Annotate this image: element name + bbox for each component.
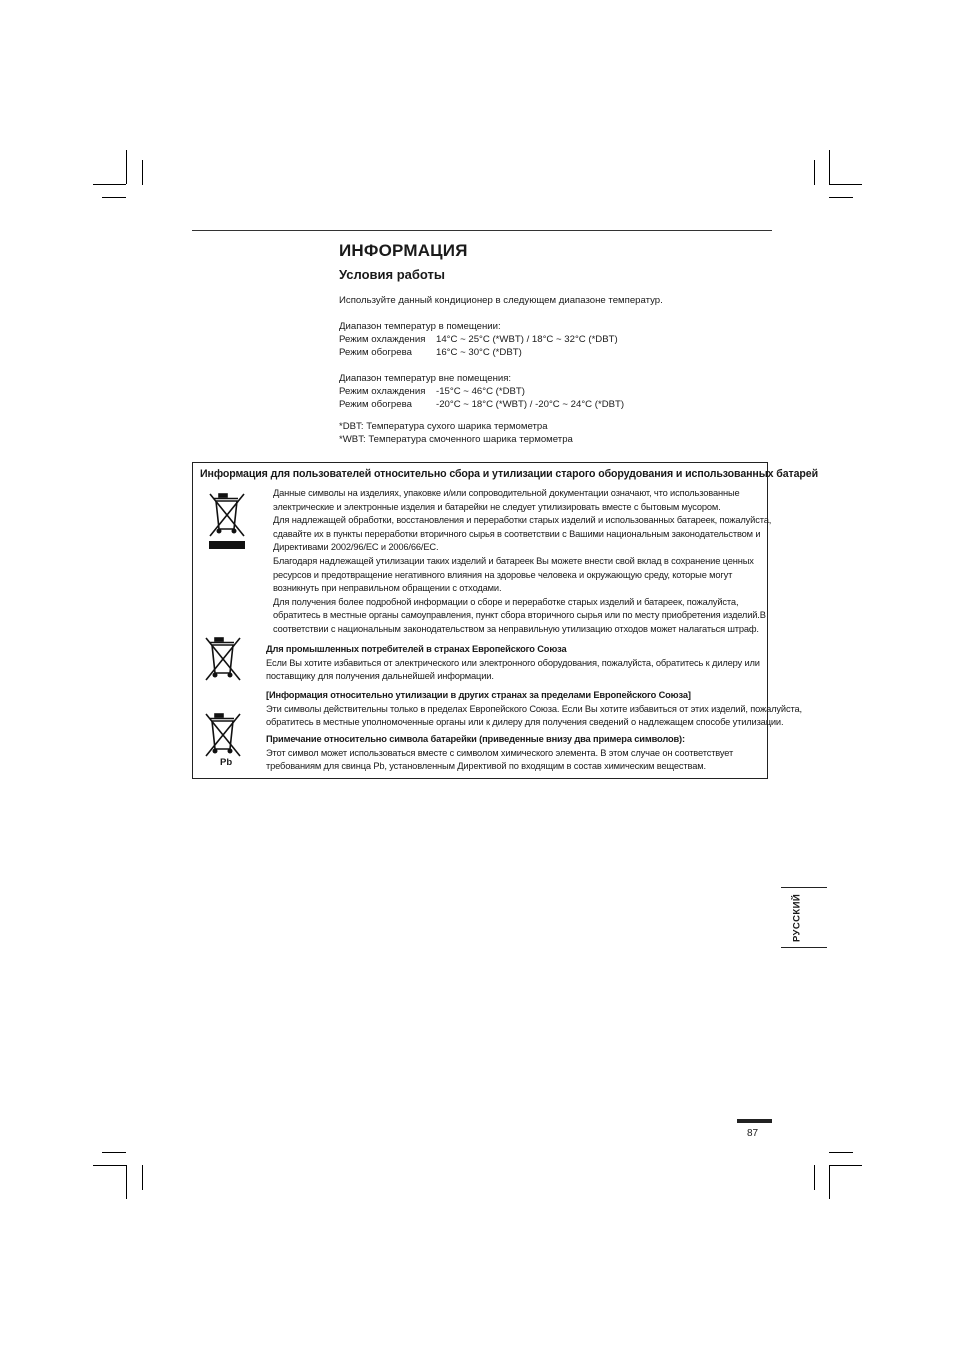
language-label: РУССКИЙ <box>791 893 803 943</box>
text-line: возникнуть при неправильном обращении с отходами. <box>273 583 502 594</box>
text-line: Эти символы действительны только в пределах Европейского Союза. Если Вы хотите избавиться от этих изделий, пожалуйста, <box>266 703 802 714</box>
text-line: обратитесь в местные уполномоченные органы или к дилеру для получения сведений о надлежащем способе утилизации. <box>266 717 784 728</box>
crop-mark <box>93 1165 126 1166</box>
text-line: Благодаря надлежащей утилизации таких изделий и батареек Вы можете внести свой вклад в сохранение ценных <box>273 555 754 566</box>
text-line: сдавайте их в пункты переработки вторичного сырья в соответствии с Вашими национальным законодательством и <box>273 528 761 539</box>
outdoor-row <box>339 385 663 398</box>
crop-mark <box>142 1165 143 1190</box>
indoor-heading: Диапазон температур в помещении: <box>339 321 501 332</box>
crop-mark <box>829 1165 830 1199</box>
text-line: соответствии с национальным законодательством за неправильную утилизацию отходов может налагаться штраф. <box>273 623 759 634</box>
crossed-out-wheelie-bin-icon <box>203 635 243 685</box>
eu-business-block <box>266 643 760 684</box>
row-value: -15°C ~ 46°C (*DBT) <box>436 386 525 397</box>
text-line: поставщику для получения дальнейшей информации. <box>266 671 494 682</box>
row-label: Режим обогрева <box>339 399 412 410</box>
disposal-text-block <box>273 487 771 637</box>
text-line: Для надлежащей обработки, восстановления и переработки старых изделий и использованных батареек, пожалуйста, <box>273 515 772 526</box>
page-title: ИНФОРМАЦИЯ <box>339 241 468 260</box>
header-rule <box>192 230 772 231</box>
text-line: Если Вы хотите избавиться от электрического или электронного оборудования, пожалуйста, обратитесь к дилеру или <box>266 657 760 668</box>
crossed-out-wheelie-bin-icon <box>203 711 243 761</box>
language-tab <box>781 887 827 948</box>
row-value: 14°C ~ 25°C (*WBT) / 18°C ~ 32°C (*DBT) <box>436 334 618 345</box>
crop-mark <box>829 197 853 198</box>
page-number: 87 <box>747 1128 759 1139</box>
text-line: обратитесь в местные органы самоуправления, пункт сбора вторичного сырья или по месту приобретения изделий.В <box>273 610 766 621</box>
battery-heading: Примечание относительно символа батарейки (приведенные внизу два примера символов): <box>266 734 685 744</box>
pb-label: Pb <box>220 757 233 768</box>
crossed-out-wheelie-bin-icon <box>207 491 247 551</box>
note-wbt: *WBT: Температура смоченного шарика термометра <box>339 434 573 445</box>
row-value: 16°C ~ 30°C (*DBT) <box>436 347 522 358</box>
crop-mark <box>102 1152 126 1153</box>
crop-mark <box>814 1165 815 1190</box>
outdoor-row <box>339 398 663 411</box>
section-subtitle: Условия работы <box>339 267 445 282</box>
row-label: Режим охлаждения <box>339 386 426 397</box>
non-eu-block <box>266 689 802 730</box>
crop-mark <box>126 150 127 184</box>
text-line: Директивами 2002/96/EC и 2006/66/EC. <box>273 542 439 553</box>
indoor-row <box>339 346 663 359</box>
crop-mark <box>126 1165 127 1199</box>
text-line: электрические и электронные изделия и батарейки не следует утилизировать вместе с бытовым мусором. <box>273 501 721 512</box>
text-line: Данные символы на изделиях, упаковке и/или сопроводительной документации означают, что использованные <box>273 488 740 498</box>
text-line: Для получения более подробной информации о сборе и переработке старых изделий и батареек, пожалуйста, <box>273 596 739 607</box>
crop-mark <box>814 160 815 185</box>
row-value: -20°C ~ 18°C (*WBT) / -20°C ~ 24°C (*DBT) <box>436 399 625 410</box>
row-label: Режим обогрева <box>339 347 412 358</box>
text-line: требованиям для свинца Pb, установленным Директивой по входящим в состав химическим веществам. <box>266 761 706 772</box>
non-eu-heading: [Информация относительно утилизации в других странах за пределами Европейского Союза] <box>266 690 691 700</box>
crop-mark <box>93 184 126 185</box>
crop-mark <box>829 150 830 184</box>
intro-text: Используйте данный кондиционер в следующем диапазоне температур. <box>339 295 663 306</box>
crop-mark <box>829 1152 853 1153</box>
outdoor-heading: Диапазон температур вне помещения: <box>339 373 512 384</box>
crop-mark <box>102 197 126 198</box>
row-label: Режим охлаждения <box>339 334 426 345</box>
crop-mark <box>142 160 143 185</box>
note-dbt: *DBT: Температура сухого шарика термометра <box>339 421 548 432</box>
page-number-bar <box>737 1119 772 1123</box>
box-title: Информация для пользователей относительно сбора и утилизации старого оборудования и использованных батарей <box>200 468 818 480</box>
eu-business-heading: Для промышленных потребителей в странах Европейского Союза <box>266 644 567 654</box>
battery-note-block <box>266 733 733 774</box>
crop-mark <box>829 1165 862 1166</box>
operating-conditions <box>339 294 663 446</box>
crop-mark <box>829 184 862 185</box>
disposal-info-box <box>192 462 818 779</box>
text-line: ресурсов и предотвращение негативного влияния на здоровье человека и окружающую среду, которые могут <box>273 569 733 580</box>
indoor-row <box>339 333 663 346</box>
text-line: Этот символ может использоваться вместе с символом химического элемента. В этом случае он соответствует <box>266 747 734 758</box>
